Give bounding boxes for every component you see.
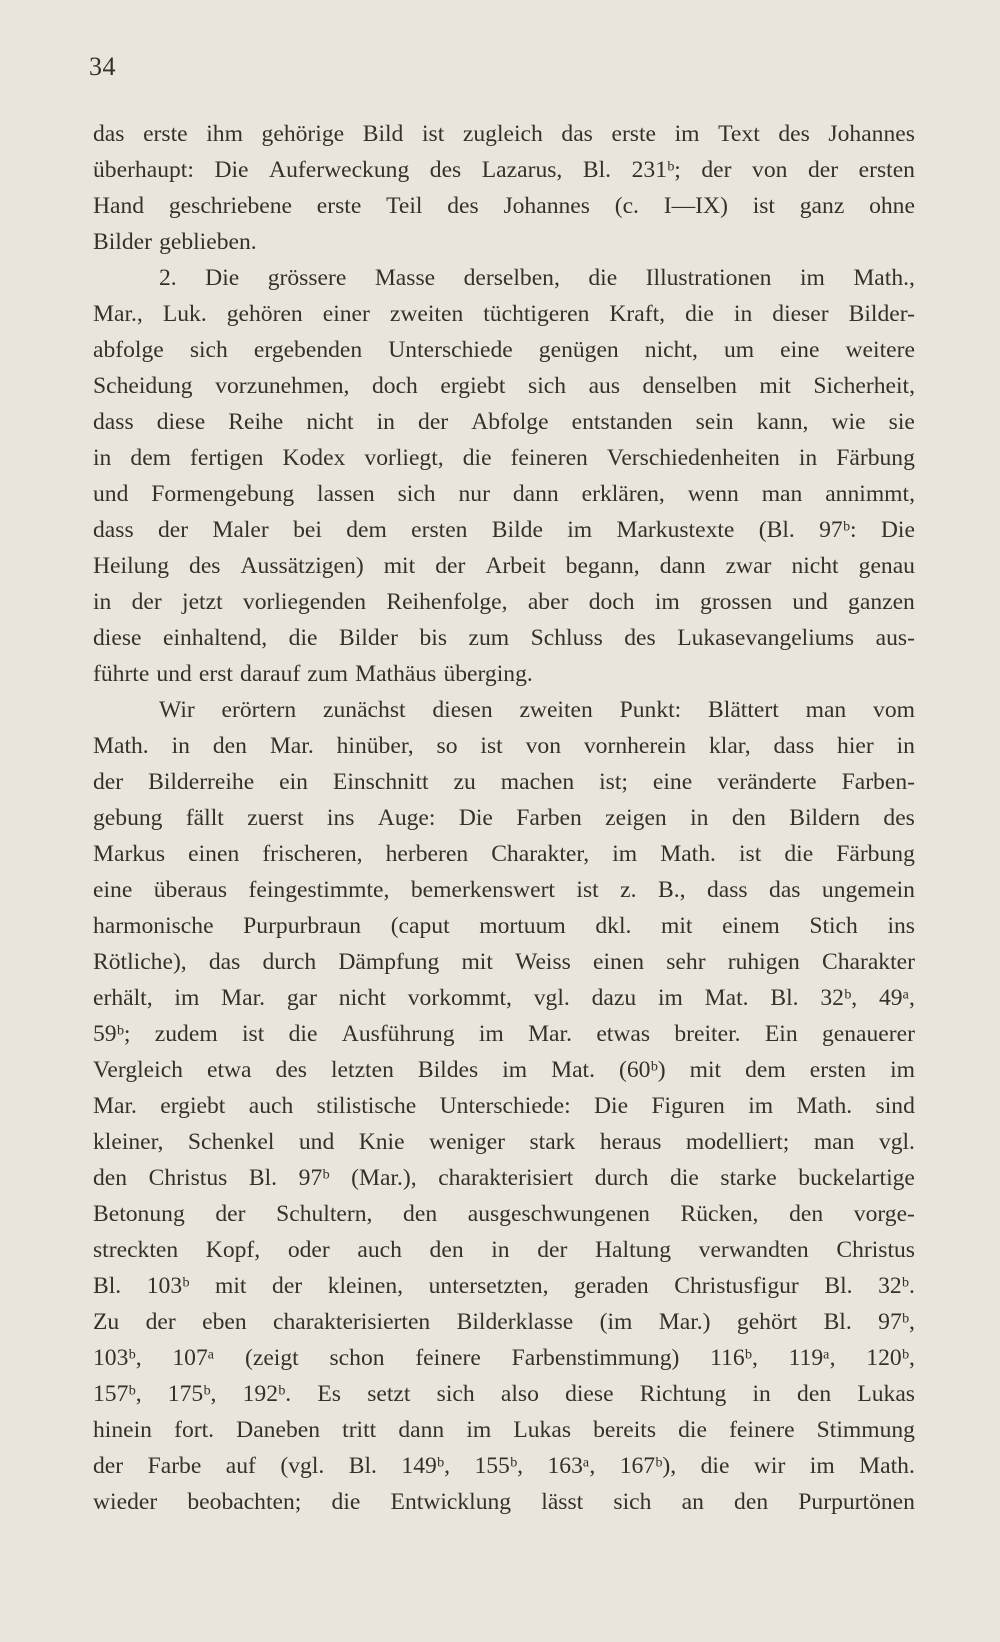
text-line: diese einhaltend, die Bilder bis zum Schluss des Lukasevangeliums aus- — [93, 625, 915, 651]
text-line: gebung fällt zuerst ins Auge: Die Farben zeigen in den Bildern des — [93, 805, 915, 831]
text-line: 157ᵇ, 175ᵇ, 192ᵇ. Es setzt sich also diese Richtung in den Lukas — [93, 1381, 915, 1407]
text-line: kleiner, Schenkel und Knie weniger stark heraus modelliert; man vgl. — [93, 1129, 915, 1155]
text-line: erhält, im Mar. gar nicht vorkommt, vgl. dazu im Mat. Bl. 32ᵇ, 49ᵃ, — [93, 985, 915, 1011]
text-line: Heilung des Aussätzigen) mit der Arbeit begann, dann zwar nicht genau — [93, 553, 915, 579]
page-number: 34 — [89, 52, 116, 81]
text-line: streckten Kopf, oder auch den in der Haltung verwandten Christus — [93, 1237, 915, 1263]
text-line: Zu der eben charakterisierten Bilderklasse (im Mar.) gehört Bl. 97ᵇ, — [93, 1309, 915, 1335]
text-line: Hand geschriebene erste Teil des Johannes (c. I—IX) ist ganz ohne — [93, 193, 915, 219]
text-line: hinein fort. Daneben tritt dann im Lukas bereits die feinere Stimmung — [93, 1417, 915, 1443]
text-line: den Christus Bl. 97ᵇ (Mar.), charakterisiert durch die starke buckelartige — [93, 1165, 915, 1191]
text-line: abfolge sich ergebenden Unterschiede genügen nicht, um eine weitere — [93, 337, 915, 363]
text-line: harmonische Purpurbraun (caput mortuum dkl. mit einem Stich ins — [93, 913, 915, 939]
text-line: dass der Maler bei dem ersten Bilde im Markustexte (Bl. 97ᵇ: Die — [93, 517, 915, 543]
text-line: wieder beobachten; die Entwicklung lässt sich an den Purpurtönen — [93, 1489, 915, 1515]
text-line: Mar., Luk. gehören einer zweiten tüchtigeren Kraft, die in dieser Bilder- — [93, 301, 915, 327]
text-line: überhaupt: Die Auferweckung des Lazarus, Bl. 231ᵇ; der von der ersten — [93, 157, 915, 183]
body-text — [93, 116, 915, 1520]
text-line: in der jetzt vorliegenden Reihenfolge, aber doch im grossen und ganzen — [93, 589, 915, 615]
text-line: Rötliche), das durch Dämpfung mit Weiss einen sehr ruhigen Charakter — [93, 949, 915, 975]
text-line: der Bilderreihe ein Einschnitt zu machen ist; eine veränderte Farben- — [93, 769, 915, 795]
text-line: Markus einen frischeren, herberen Charakter, im Math. ist die Färbung — [93, 841, 915, 867]
text-line: Mar. ergiebt auch stilistische Unterschiede: Die Figuren im Math. sind — [93, 1093, 915, 1119]
text-line: Betonung der Schultern, den ausgeschwungenen Rücken, den vorge- — [93, 1201, 915, 1227]
text-line: und Formengebung lassen sich nur dann erklären, wenn man annimmt, — [93, 481, 915, 507]
text-line: Bilder geblieben. — [93, 229, 257, 255]
text-line: Wir erörtern zunächst diesen zweiten Punkt: Blättert man vom — [159, 697, 915, 723]
text-line: 59ᵇ; zudem ist die Ausführung im Mar. etwas breiter. Ein genauerer — [93, 1021, 915, 1047]
text-line: Math. in den Mar. hinüber, so ist von vornherein klar, dass hier in — [93, 733, 915, 759]
text-line: Bl. 103ᵇ mit der kleinen, untersetzten, geraden Christusfigur Bl. 32ᵇ. — [93, 1273, 915, 1299]
text-line: der Farbe auf (vgl. Bl. 149ᵇ, 155ᵇ, 163ᵃ, 167ᵇ), die wir im Math. — [93, 1453, 915, 1479]
text-line: Vergleich etwa des letzten Bildes im Mat. (60ᵇ) mit dem ersten im — [93, 1057, 915, 1083]
text-line: Scheidung vorzunehmen, doch ergiebt sich aus denselben mit Sicherheit, — [93, 373, 915, 399]
text-line: führte und erst darauf zum Mathäus überging. — [93, 661, 533, 687]
text-line: 2. Die grössere Masse derselben, die Illustrationen im Math., — [159, 265, 915, 291]
text-line: 103ᵇ, 107ᵃ (zeigt schon feinere Farbenstimmung) 116ᵇ, 119ᵃ, 120ᵇ, — [93, 1345, 915, 1371]
text-line: in dem fertigen Kodex vorliegt, die feineren Verschiedenheiten in Färbung — [93, 445, 915, 471]
text-line: eine überaus feingestimmte, bemerkenswert ist z. B., dass das ungemein — [93, 877, 915, 903]
text-line: dass diese Reihe nicht in der Abfolge entstanden sein kann, wie sie — [93, 409, 915, 435]
text-line: das erste ihm gehörige Bild ist zugleich das erste im Text des Johannes — [93, 121, 915, 147]
